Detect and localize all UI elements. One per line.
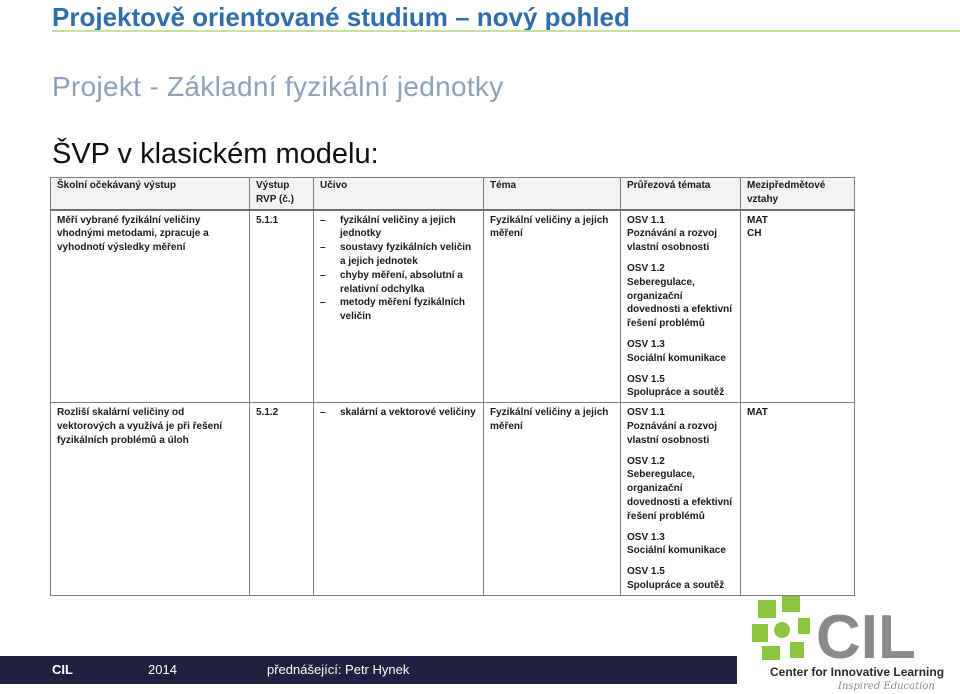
relation-item: CH (747, 228, 762, 240)
curriculum-cell (314, 210, 484, 403)
cross-theme-code: OSV 1.2 (627, 455, 665, 467)
cross-theme (627, 214, 734, 255)
cross-theme (627, 565, 734, 593)
relations-cell (741, 403, 855, 596)
title-underline (52, 30, 960, 32)
cross-theme-text: Seberegulace, organizační dovednosti a efektivní řešení problémů (627, 276, 733, 330)
cross-theme-text: Spolupráce a soutěž (627, 387, 725, 399)
footer-year: 2014 (148, 662, 177, 677)
table-header-row (51, 178, 855, 210)
table-row (51, 403, 855, 596)
curriculum-item: – soustavy fyzikálních veličin a jejich jednotek (320, 241, 477, 269)
logo-mark-icon (752, 596, 810, 660)
column-header: Školní očekávaný výstup (51, 178, 250, 210)
column-header: Mezipředmětové vztahy (741, 178, 855, 210)
curriculum-cell (314, 403, 484, 596)
column-header: Učivo (314, 178, 484, 210)
logo-tagline: Inspired Education (838, 681, 935, 692)
cross-theme-text: Poznávání a rozvoj vlastní osobnosti (627, 420, 718, 446)
curriculum-item: – metody měření fyzikálních veličin (320, 296, 477, 324)
rvp-cell: 5.1.1 (250, 210, 314, 403)
curriculum-item: – chyby měření, absolutní a relativní odchylka (320, 269, 477, 297)
cross-theme (627, 373, 734, 401)
logo-wordmark: CIL (816, 603, 916, 672)
outcome-cell: Rozliší skalární veličiny od vektorových a využívá je při řešení fyzikálních problémů a úloh (51, 403, 250, 596)
cross-theme-code: OSV 1.3 (627, 531, 665, 543)
outcome-cell: Měří vybrané fyzikální veličiny vhodnými metodami, zpracuje a vyhodnotí výsledky měření (51, 210, 250, 403)
cross-theme (627, 338, 734, 366)
cross-theme-code: OSV 1.1 (627, 407, 665, 419)
cross-theme-code: OSV 1.1 (627, 214, 665, 226)
footer-lecturer: přednášející: Petr Hynek (267, 662, 410, 677)
cross-themes-cell (621, 210, 741, 403)
topic-cell: Fyzikální veličiny a jejich měření (484, 403, 621, 596)
cross-theme-code: OSV 1.5 (627, 373, 665, 385)
curriculum-item: – skalární a vektorové veličiny (320, 406, 477, 420)
relation-item: MAT (747, 407, 768, 419)
cross-theme-text: Sociální komunikace (627, 545, 726, 557)
logo-name: Center for Innovative Learning (770, 665, 945, 679)
svp-table (50, 177, 855, 596)
curriculum-item: – fyzikální veličiny a jejich jednotky (320, 214, 477, 242)
cross-theme (627, 262, 734, 331)
relation-item: MAT (747, 214, 768, 226)
cross-themes-cell (621, 403, 741, 596)
table-row (51, 210, 855, 403)
slide-subtitle: Projekt - Základní fyzikální jednotky (52, 71, 504, 102)
topic-cell: Fyzikální veličiny a jejich měření (484, 210, 621, 403)
cross-theme-code: OSV 1.2 (627, 262, 665, 274)
section-heading: ŠVP v klasickém modelu: (52, 138, 379, 170)
cross-theme-text: Spolupráce a soutěž (627, 579, 725, 591)
cross-theme-text: Poznávání a rozvoj vlastní osobnosti (627, 228, 718, 254)
footer-org: CIL (52, 662, 73, 677)
cross-theme (627, 455, 734, 524)
column-header: Výstup RVP (č.) (250, 178, 314, 210)
cross-theme-code: OSV 1.5 (627, 566, 665, 578)
cross-theme-code: OSV 1.3 (627, 338, 665, 350)
cross-theme-text: Seberegulace, organizační dovednosti a efektivní řešení problémů (627, 469, 733, 522)
cross-theme (627, 406, 734, 447)
cross-theme (627, 531, 734, 559)
column-header: Téma (484, 178, 621, 210)
rvp-cell: 5.1.2 (250, 403, 314, 596)
cross-theme-text: Sociální komunikace (627, 352, 726, 364)
relations-cell (741, 210, 855, 403)
slide-title: Projektově orientované studium – nový pohled (52, 2, 630, 32)
column-header: Průřezová témata (621, 178, 741, 210)
